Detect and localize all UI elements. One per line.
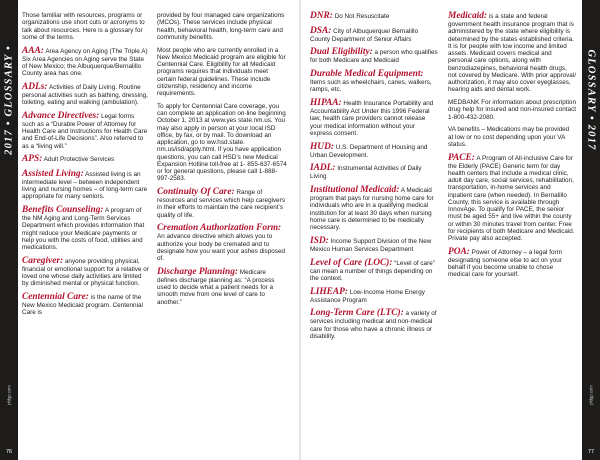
glossary-column-4 [448, 12, 576, 284]
glossary-entry [22, 293, 149, 317]
left-publisher-mark: pfdgp.com [6, 385, 12, 405]
glossary-entry [310, 99, 438, 137]
glossary-definition: anyone providing physical, financial or emotional support for a relative or loved one whose daily activities are limited by diminished mental or physical function. [22, 257, 149, 288]
glossary-definition: Legal forms such as a “Durable Power of Attorney for Health Care and Instructions for Health Care and End-of-Life Decisions”. Also referred to as a “living will.” [22, 112, 148, 150]
glossary-entry [22, 155, 149, 164]
glossary-term: POA: [448, 246, 470, 257]
glossary-definition: Activities of Daily Living. Routine personal activities such as bathing, dressing, toileting, eating and walking (ambulation). [22, 83, 148, 106]
glossary-term: DSA: [310, 25, 332, 36]
glossary-definition: a variety of services including medical and non-medical care for those who have a chronic illness or disability. [310, 310, 437, 340]
glossary-entry [448, 154, 576, 243]
glossary-entry [310, 70, 438, 94]
left-spine-title: 2017 • GLOSSARY • [3, 45, 15, 155]
glossary-term: Institutional Medicaid: [310, 185, 400, 195]
glossary-definition: U.S. Department of Housing and Urban Development. [310, 143, 428, 159]
glossary-term: Durable Medical Equipment: [310, 69, 424, 79]
glossary-term: Dual Eligibility: [310, 47, 373, 58]
glossary-entry [157, 188, 288, 219]
glossary-term: ADLs: [22, 81, 48, 92]
glossary-term: HIPAA: [310, 98, 342, 108]
glossary-entry [448, 12, 576, 94]
glossary-term: Benefits Counseling: [22, 205, 104, 215]
glossary-paragraph: provided by four managed care organizations (MCOs). These services include physical health, behavioral health, long-term care and community benefits. [157, 12, 285, 41]
right-publisher-mark: pfdgp.com [588, 385, 594, 405]
glossary-entry [22, 83, 149, 107]
glossary-entry [310, 186, 438, 231]
glossary-entry [310, 164, 438, 180]
glossary-definition: Area Agency on Aging (The Triple A) Six Area Agencies on Aging serve the State of New Mexico; the Albuquerque/Bernalillo County area has one. [22, 47, 148, 77]
glossary-entry [310, 259, 438, 283]
glossary-definition: A program of the NM Aging and Long-Term Services Department which provides information that might reduce your Medicare payments or help you with the costs of food, utilities and medications. [22, 207, 145, 251]
glossary-term: AAA: [22, 45, 44, 56]
glossary-term: Discharge Planning: [157, 266, 239, 277]
glossary-definition: Items such as wheelchairs, canes, walkers, ramps, etc. [310, 79, 432, 94]
glossary-entry [22, 170, 149, 201]
glossary-paragraph: Those familiar with resources, programs or organizations use short cuts or acronyms to talk about resources. Here is a glossary for some of the terms. [22, 12, 145, 41]
glossary-definition: City of Albuquerque/ Bernalillo County Department of Senior Affairs [310, 27, 419, 43]
glossary-term: Centennial Care: [22, 292, 89, 302]
glossary-definition: Low-Income Home Energy Assistance Program [310, 288, 425, 304]
glossary-term: Assisted Living: [22, 168, 84, 179]
glossary-paragraph: To apply for Centennial Care coverage, you can complete an application on-line beginning October 1, 2013 at www.yes state.nm.us. You may also apply in person at your local ISD office, by fax, or by mail. To download an application, go to ww.hsd.state. nm.us/isd/apply.html. If you have application questions, you can call HSD’s new Medical Expansion Hotline toll-free at 1- 855-637-6574 or for general questions, please call 1-888-997-2583. [157, 102, 287, 183]
right-spine-bar [582, 0, 600, 460]
glossary-definition: A Program of All-inclusive Care for the Elderly (PACE) Generic term for day health centers that include a medical clinic, adult day care, social services, rehabilitation, transportation, in-home services and inpatient care (when needed). In Bernalillo County, this service is available through InnovAge. To qualify for PACE, the senior must be aged 55+ and live within the county or within 30 minutes travel from center. Free for recipients of both Medicare and Medicaid. Private pay also accepted. [448, 154, 575, 242]
glossary-definition: “Level of care” can mean a number of things depending on the context. [310, 259, 435, 282]
glossary-definition: Assisted living is an intermediate level – between independent living and nursing homes – of long-term care appropriate for many seniors. [22, 170, 148, 201]
glossary-term: LIHEAP: [310, 286, 349, 297]
glossary-entry [448, 248, 576, 279]
glossary-term: Cremation Authorization Form: [157, 223, 282, 234]
glossary-term: PACE: [448, 152, 475, 163]
glossary-entry [310, 237, 438, 253]
right-page-number: 77 [587, 449, 595, 455]
glossary-definition: is the name of the New Mexico Medicaid program. Centennial Care is [22, 294, 143, 317]
glossary-definition: Medicare defines discharge planning as: “A process used to decide what a patient needs for a smooth move from one level of care to another.” [157, 268, 275, 306]
glossary-definition: Health Insurance Portability and Accountability Act Under this 1996 Federal law, health care providers cannot release your medical information without your express consent. [310, 100, 434, 137]
page-gutter [299, 0, 301, 460]
glossary-column-2 [157, 12, 288, 311]
glossary-term: Level of Care (LOC): [310, 257, 393, 268]
glossary-term: ISD: [310, 235, 329, 246]
glossary-column-1 [22, 12, 149, 322]
left-spine-bar [0, 0, 18, 460]
glossary-entry [310, 27, 438, 43]
glossary-entry [22, 206, 149, 251]
glossary-paragraph: Most people who are currently enrolled in a New Mexico Medicaid program are eligible for Centennial Care. Eligibility for all Medicaid programs requires that individuals meet certain federal guidelines. These include citizenship, residency and income requirements. [157, 46, 286, 97]
glossary-definition: An advance directive which allows you to authorize your body be cremated and to designate how you want your ashes disposed of. [157, 233, 286, 262]
glossary-entry [310, 288, 438, 304]
glossary-term: Long-Term Care (LTC): [310, 308, 404, 319]
glossary-definition: Power of Attorney – a legal form designating someone else to act on your behalf if you become unable to chose medical care for yourself. [448, 248, 562, 279]
glossary-entry [310, 48, 438, 64]
glossary-entry [157, 224, 288, 262]
glossary-definition: a person who qualifies for both Medicare and Medicaid [310, 49, 438, 65]
glossary-term: Medicaid: [448, 11, 488, 21]
glossary-entry [22, 257, 149, 288]
glossary-definition: is a state and federal government health insurance program that is administered by the state where eligibility is determined by the states established criteria. It is for people with low income and limited assets. Medicaid covers medical and personal care options, along with benzodiazepines, behavioral health drugs, not covered by Medicare. With prior approval/ authorization, it may also cover eyeglasses, hearing aids and dental work. [448, 13, 576, 94]
right-spine-title: GLOSSARY • 2017 [585, 49, 597, 151]
glossary-definition: Adult Protective Services [43, 156, 115, 164]
glossary-term: Advance Directives: [22, 110, 100, 121]
glossary-definition: Instrumental Activities of Daily Living [310, 165, 422, 181]
glossary-entry [310, 143, 438, 159]
glossary-entry [310, 309, 438, 340]
glossary-term: APS: [22, 154, 43, 165]
glossary-term: Caregiver: [22, 255, 64, 266]
glossary-entry [22, 47, 149, 78]
left-page-number: 76 [5, 449, 13, 455]
glossary-term: IADL: [310, 163, 336, 174]
glossary-term: Continuity Of Care: [157, 187, 235, 197]
glossary-term: DNR: [310, 11, 333, 21]
glossary-definition: Range of resources and services which help caregivers in their efforts to maintain the care recipient’s quality of life. [157, 189, 285, 219]
glossary-definition: A Medicaid program that pays for nursing home care for individuals who are in a qualifying medical institution for at least 30 days when nursing home care is determined to be medically necessary. [310, 187, 434, 231]
glossary-definition: Do Not Resuscitate [334, 13, 390, 20]
glossary-entry [22, 112, 149, 150]
glossary-entry [310, 12, 438, 21]
glossary-column-3 [310, 12, 438, 346]
glossary-paragraph: MEDBANK For information about prescription drug help for insured and non-insured contact 1-800-432-2080. [448, 99, 577, 121]
glossary-entry [157, 268, 288, 306]
glossary-definition: Income Support Division of the New Mexico Human Services Department [310, 237, 432, 253]
glossary-term: HUD: [310, 141, 334, 152]
glossary-paragraph: VA benefits – Medications may be provided at low or no cost depending upon your VA status. [448, 126, 570, 148]
